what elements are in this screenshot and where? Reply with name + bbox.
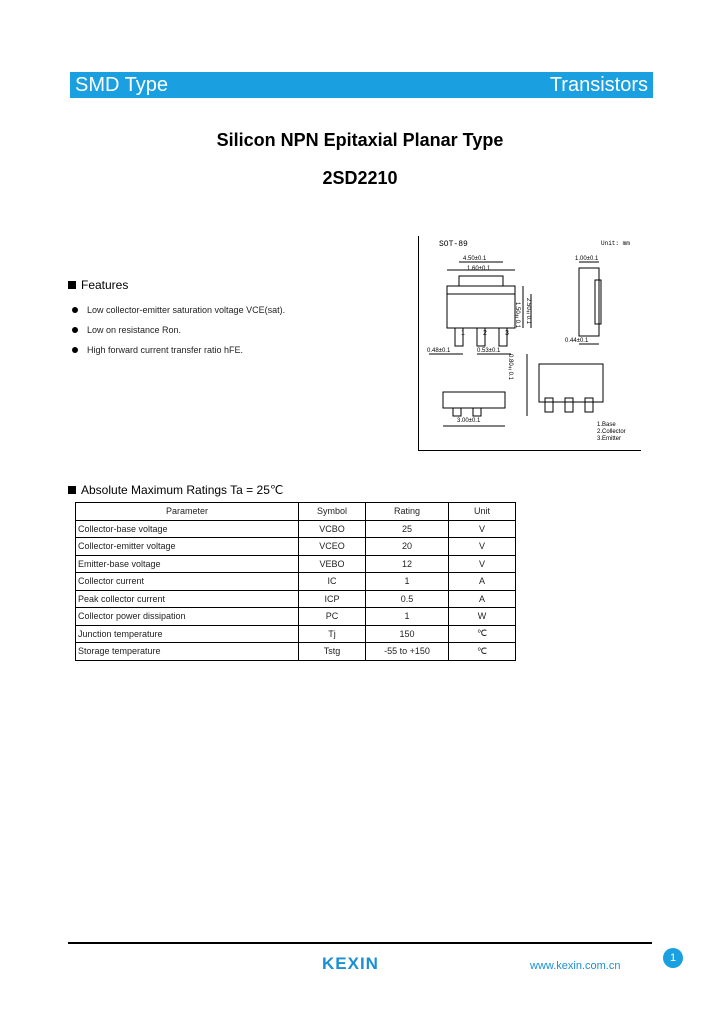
cell-unit: W: [449, 608, 516, 626]
cell-parameter: Collector-emitter voltage: [76, 538, 299, 556]
cell-rating: 0.5: [366, 590, 449, 608]
list-item: High forward current transfer ratio hFE.: [68, 340, 285, 360]
page-title: Silicon NPN Epitaxial Planar Type: [216, 130, 504, 150]
pin-2-label: 2: [483, 330, 487, 337]
list-item: Low collector-emitter saturation voltage VCE(sat).: [68, 300, 285, 320]
package-name: SOT-89: [439, 240, 468, 249]
features-list: [68, 300, 285, 360]
features-heading: Features: [68, 278, 285, 292]
cell-symbol: PC: [299, 608, 366, 626]
package-tab: [459, 276, 503, 286]
cell-symbol: ICP: [299, 590, 366, 608]
square-bullet-icon: [68, 486, 76, 494]
cell-symbol: VCEO: [299, 538, 366, 556]
header-banner: [70, 72, 653, 98]
part-number: 2SD2210: [322, 168, 398, 188]
website-link[interactable]: www.kexin.com.cn: [530, 960, 621, 972]
col-unit: Unit: [449, 503, 516, 521]
bullet-icon: [72, 307, 78, 313]
ratings-heading: Absolute Maximum Ratings Ta = 25℃: [68, 483, 283, 497]
cell-unit: A: [449, 573, 516, 591]
cell-parameter: Storage temperature: [76, 643, 299, 661]
dim-lead-w2: 0.53±0.1: [477, 348, 501, 354]
cell-parameter: Emitter-base voltage: [76, 555, 299, 573]
cell-parameter: Junction temperature: [76, 625, 299, 643]
pin-legend: 1.Base 2.Collector 3.Emitter: [597, 422, 626, 442]
cell-symbol: Tj: [299, 625, 366, 643]
footer-divider: [68, 942, 652, 944]
table-row: [76, 643, 516, 661]
table-row: [76, 573, 516, 591]
col-rating: Rating: [366, 503, 449, 521]
package-unit: Unit: mm: [601, 240, 630, 247]
cell-parameter: Peak collector current: [76, 590, 299, 608]
cell-parameter: Collector power dissipation: [76, 608, 299, 626]
col-symbol: Symbol: [299, 503, 366, 521]
table-row: [76, 555, 516, 573]
cell-rating: 1: [366, 608, 449, 626]
cell-symbol: VEBO: [299, 555, 366, 573]
cell-unit: V: [449, 538, 516, 556]
ratings-table: [75, 502, 516, 661]
pin-1-label: 1: [461, 330, 465, 337]
table-row: [76, 590, 516, 608]
header-left: SMD Type: [75, 73, 168, 96]
dim-lead-w: 0.48±0.1: [427, 348, 451, 354]
cell-symbol: VCBO: [299, 520, 366, 538]
cell-rating: 150: [366, 625, 449, 643]
cell-symbol: IC: [299, 573, 366, 591]
package-body: [447, 286, 515, 328]
table-row: [76, 538, 516, 556]
cell-parameter: Collector current: [76, 573, 299, 591]
ratings-body: [76, 520, 516, 660]
bullet-icon: [72, 347, 78, 353]
cell-unit: V: [449, 555, 516, 573]
cell-unit: ℃: [449, 643, 516, 661]
cell-rating: 20: [366, 538, 449, 556]
table-header-row: [76, 503, 516, 521]
square-bullet-icon: [68, 281, 76, 289]
cell-rating: 12: [366, 555, 449, 573]
cell-rating: 1: [366, 573, 449, 591]
dim-width: 4.50±0.1: [463, 256, 487, 262]
kexin-logo: KEXIN: [322, 954, 379, 973]
list-item: Low on resistance Ron.: [68, 320, 285, 340]
table-row: [76, 625, 516, 643]
dim-tab: 1.60±0.1: [467, 266, 491, 272]
bullet-icon: [72, 327, 78, 333]
cell-unit: A: [449, 590, 516, 608]
cell-parameter: Collector-base voltage: [76, 520, 299, 538]
features-section: [68, 278, 285, 360]
table-row: [76, 520, 516, 538]
pin-3-label: 3: [505, 330, 509, 337]
header-right: Transistors: [549, 73, 648, 96]
dim-footprint: 0.80±0.1: [507, 354, 513, 381]
package-drawing: [418, 236, 641, 451]
table-row: [76, 608, 516, 626]
cell-symbol: Tstg: [299, 643, 366, 661]
col-parameter: Parameter: [76, 503, 299, 521]
dim-side-w: 1.00±0.1: [575, 256, 599, 262]
dim-pitch: 3.00±0.1: [457, 418, 481, 424]
dim-side-lead: 0.44±0.1: [565, 338, 589, 344]
cell-rating: 25: [366, 520, 449, 538]
cell-unit: ℃: [449, 625, 516, 643]
cell-rating: -55 to +150: [366, 643, 449, 661]
package-outline-svg: [419, 236, 641, 450]
dim-body-h: 1.50±0.1: [514, 302, 520, 329]
cell-unit: V: [449, 520, 516, 538]
page-number: 1: [663, 948, 683, 968]
dim-total-h: 2.50±0.1: [525, 298, 531, 325]
